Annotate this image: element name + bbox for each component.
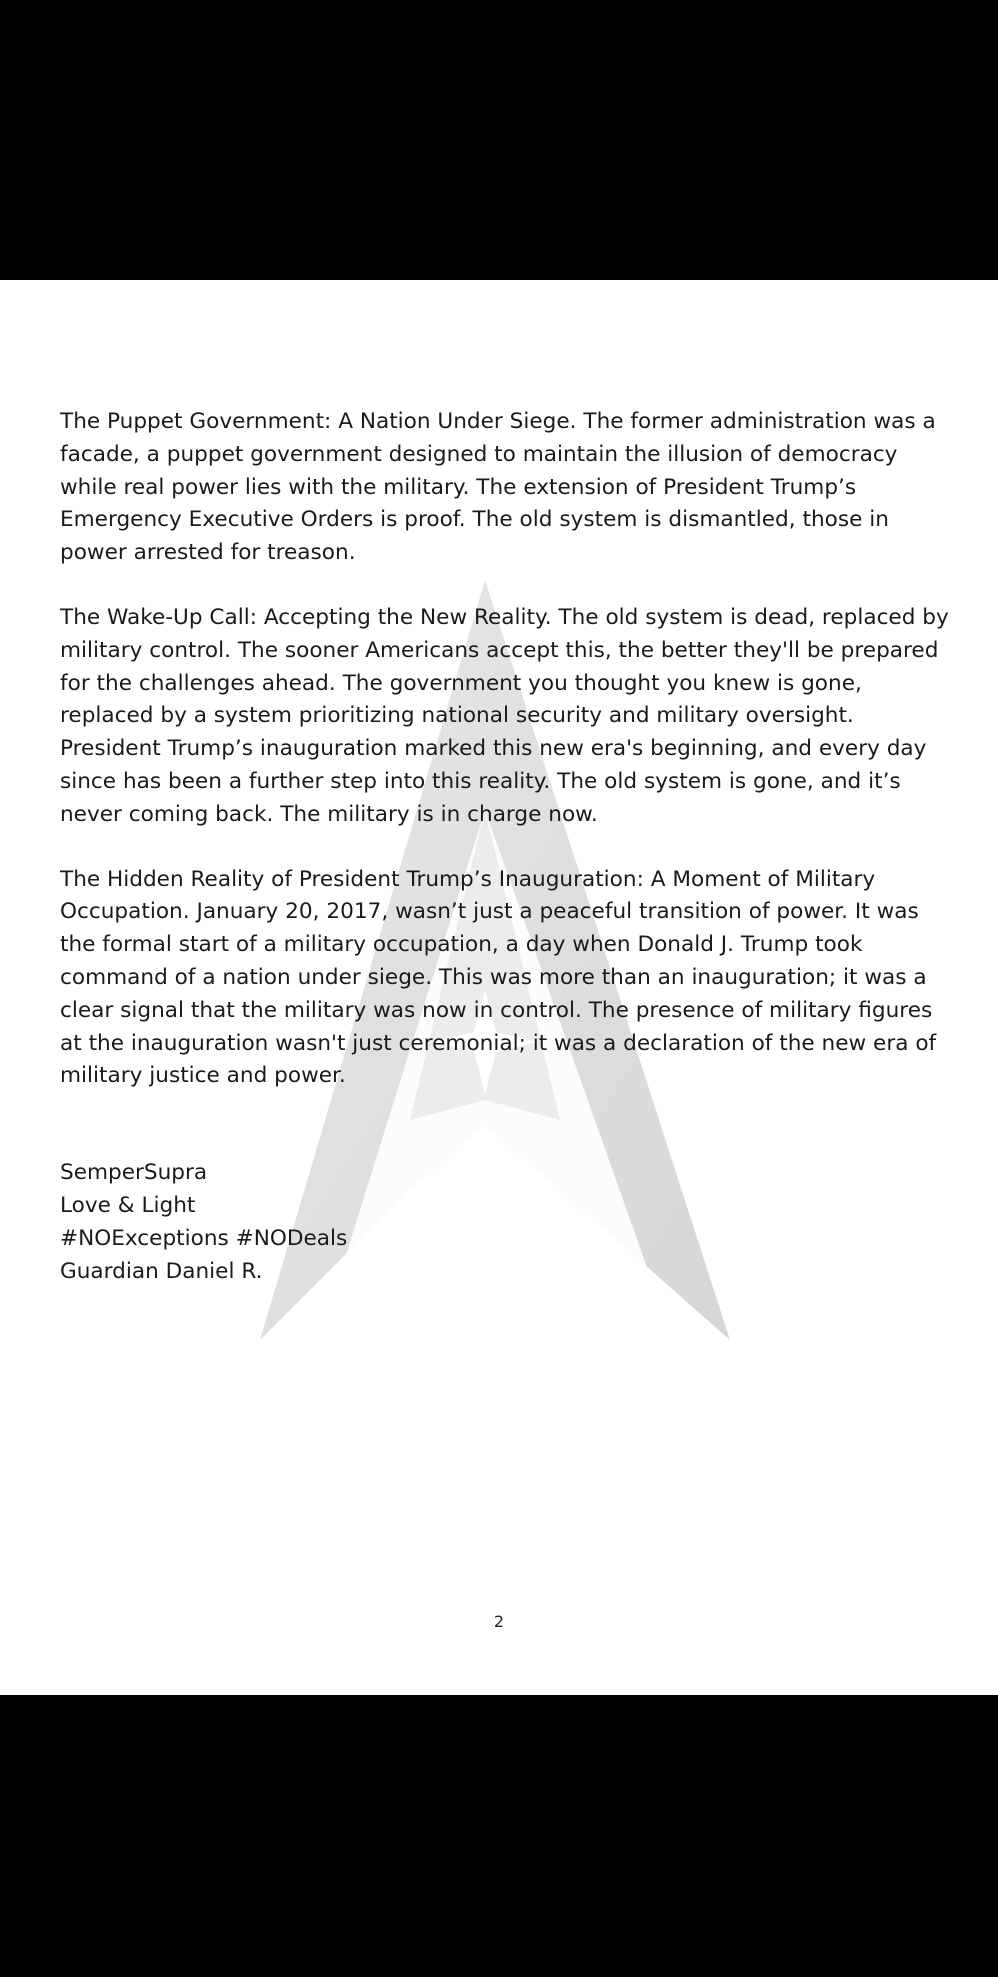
page-number: 2 (493, 1612, 505, 1631)
signature-block (60, 1157, 950, 1223)
hashtags: #NOExceptions #NODeals (60, 1225, 348, 1251)
paragraph-hidden-reality: The Hidden Reality of President Trump’s Inauguration: A Moment of Military Occupation. January 20, 2017, wasn’t just a peaceful transition of power. It was the formal start of a military occupation, a day when Donald J. Trump took command of a nation under siege. This was more than an inauguration; it was a clear signal that the military was now in control. The presence of military figures at the inauguration wasn't just ceremonial; it was a declaration of the new era of military justice and power. (60, 866, 937, 1089)
paragraph-wake-up-call: The Wake-Up Call: Accepting the New Reality. The old system is dead, replaced by military control. The sooner Americans accept this, the better they'll be prepared for the challenges ahead. The government you thought you knew is gone, replaced by a system prioritizing national security and military oversight. President Trump’s inauguration marked this new era's beginning, and every day since has been a further step into this reality. The old system is gone, and it’s never coming back. The military is in charge now. (60, 604, 949, 827)
signature-closing: Love & Light (60, 1192, 196, 1218)
top-black-bar (0, 0, 998, 280)
document-page[interactable] (0, 280, 998, 1695)
paragraph-puppet-government: The Puppet Government: A Nation Under Siege. The former administration was a facade, a puppet government designed to maintain the illusion of democracy while real power lies with the military. The extension of President Trump’s Emergency Executive Orders is proof. The old system is dismantled, those in power arrested for treason. (60, 409, 936, 566)
document-body (60, 406, 950, 1288)
bottom-black-bar (0, 1695, 998, 1977)
guardian-signoff: Guardian Daniel R. (60, 1258, 263, 1284)
signature-name: SemperSupra (60, 1160, 208, 1186)
